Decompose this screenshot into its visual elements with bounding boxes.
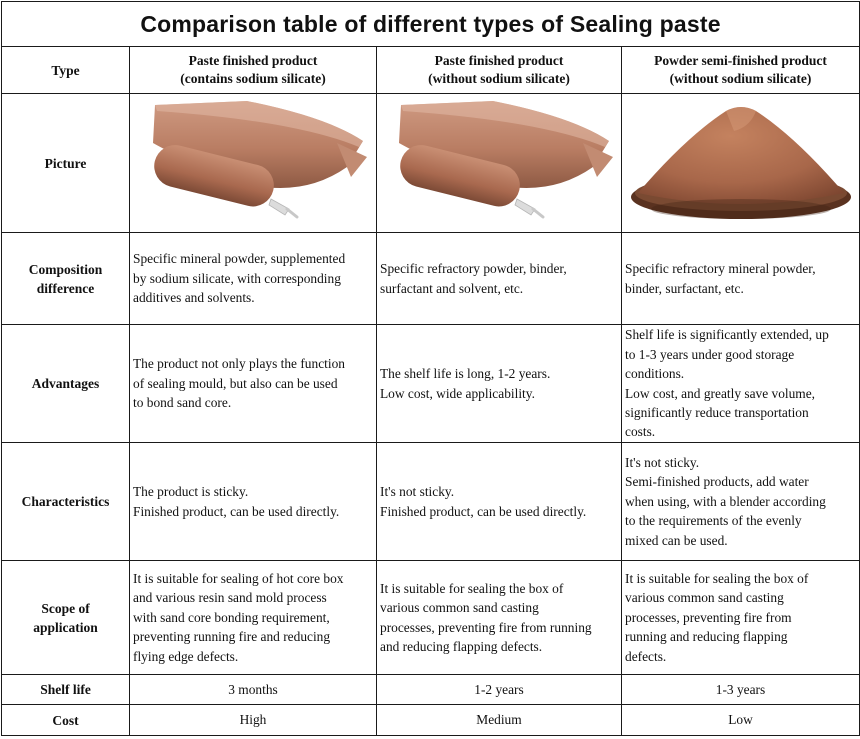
- cell-line: The shelf life is long, 1-2 years.: [380, 366, 551, 382]
- scope-cell-2: [377, 561, 622, 675]
- composition-cell-2: [377, 233, 622, 325]
- cell-line: processes, preventing fire from: [625, 609, 792, 625]
- cost-cell-2: Medium: [377, 705, 622, 736]
- cell-line: mixed can be used.: [625, 532, 728, 548]
- cell-line: Shelf life is significantly extended, up: [625, 327, 829, 343]
- cell-line: various common sand casting: [625, 590, 784, 606]
- characteristics-cell-3: [622, 443, 860, 561]
- characteristics-row: [2, 443, 860, 561]
- cell-line: various common sand casting: [380, 600, 539, 616]
- scope-row: [2, 561, 860, 675]
- cell-line: of sealing mould, but also can be used: [133, 375, 338, 391]
- cell-line: by sodium silicate, with corresponding: [133, 270, 341, 286]
- cell-line: defects.: [625, 648, 667, 664]
- composition-cell-1: [130, 233, 377, 325]
- column-header-line: (contains sodium silicate): [180, 71, 326, 86]
- row-label-advantages: Advantages: [2, 325, 130, 443]
- comparison-document: [1, 1, 859, 737]
- row-label-line: Composition: [28, 261, 103, 277]
- cell-line: It is suitable for sealing the box of: [625, 570, 809, 586]
- cell-line: and reducing flapping defects.: [380, 638, 543, 654]
- cost-row: [2, 705, 860, 736]
- paste-tube-icon: [383, 97, 615, 229]
- picture-cell-2: [377, 94, 622, 233]
- cell-line: to the requirements of the evenly: [625, 513, 802, 529]
- cell-line: Specific mineral powder, supplemented: [133, 251, 346, 267]
- cell-line: significantly reduce transportation: [625, 404, 809, 420]
- cell-line: Semi-finished products, add water: [625, 474, 809, 490]
- advantages-row: [2, 325, 860, 443]
- cost-cell-3: Low: [622, 705, 860, 736]
- advantages-cell-3: [622, 325, 860, 443]
- column-header-line: (without sodium silicate): [428, 71, 570, 86]
- shelf-life-cell-2: 1-2 years: [377, 675, 622, 705]
- cell-line: and various resin sand mold process: [133, 590, 327, 606]
- column-header-line: Paste finished product: [434, 53, 564, 68]
- column-header-line: Powder semi-finished product: [654, 53, 827, 68]
- paste-tube-icon: [137, 97, 369, 229]
- cell-line: running and reducing flapping: [625, 629, 788, 645]
- row-label-characteristics: Characteristics: [2, 443, 130, 561]
- type-row: [2, 47, 860, 94]
- cell-line: Specific refractory mineral powder,: [625, 261, 816, 277]
- comparison-table: [1, 1, 860, 736]
- row-label-scope: [2, 561, 130, 675]
- row-label-line: Scope of: [41, 600, 90, 616]
- cell-line: preventing running fire and reducing: [133, 629, 331, 645]
- row-label-type: Type: [2, 47, 130, 94]
- row-label-composition: [2, 233, 130, 325]
- cell-line: costs.: [625, 424, 656, 440]
- shelf-life-cell-1: 3 months: [130, 675, 377, 705]
- scope-cell-3: [622, 561, 860, 675]
- cell-line: Finished product, can be used directly.: [380, 503, 587, 519]
- row-label-picture: Picture: [2, 94, 130, 233]
- cell-line: binder, surfactant, etc.: [625, 280, 744, 296]
- column-header-line: (without sodium silicate): [669, 71, 812, 86]
- cell-line: The product is sticky.: [133, 484, 249, 500]
- shelf-life-row: [2, 675, 860, 705]
- cell-line: surfactant and solvent, etc.: [380, 280, 524, 296]
- cell-line: Finished product, can be used directly.: [133, 503, 340, 519]
- picture-cell-3: [622, 94, 860, 233]
- column-header-2: [377, 47, 622, 94]
- composition-row: [2, 233, 860, 325]
- cell-line: Specific refractory powder, binder,: [380, 261, 567, 277]
- picture-row: [2, 94, 860, 233]
- column-header-1: [130, 47, 377, 94]
- composition-cell-3: [622, 233, 860, 325]
- cell-line: The product not only plays the function: [133, 356, 345, 372]
- row-label-line: difference: [36, 280, 95, 296]
- advantages-cell-2: [377, 325, 622, 443]
- cell-line: processes, preventing fire from running: [380, 619, 592, 635]
- cell-line: Low cost, and greatly save volume,: [625, 385, 816, 401]
- column-header-3: [622, 47, 860, 94]
- cell-line: It is suitable for sealing of hot core box: [133, 570, 344, 586]
- picture-cell-1: [130, 94, 377, 233]
- powder-bowl-icon: [626, 97, 856, 229]
- row-label-cost: Cost: [2, 705, 130, 736]
- shelf-life-cell-3: 1-3 years: [622, 675, 860, 705]
- cell-line: with sand core bonding requirement,: [133, 609, 330, 625]
- cost-cell-1: High: [130, 705, 377, 736]
- cell-line: when using, with a blender according: [625, 493, 826, 509]
- row-label-line: application: [33, 619, 98, 635]
- characteristics-cell-2: [377, 443, 622, 561]
- cell-line: additives and solvents.: [133, 290, 255, 306]
- cell-line: to 1-3 years under good storage: [625, 346, 795, 362]
- cell-line: It is suitable for sealing the box of: [380, 580, 564, 596]
- cell-line: Low cost, wide applicability.: [380, 385, 535, 401]
- cell-line: to bond sand core.: [133, 395, 232, 411]
- scope-cell-1: [130, 561, 377, 675]
- column-header-line: Paste finished product: [188, 53, 318, 68]
- table-title: Comparison table of different types of Sealing paste: [2, 2, 860, 47]
- title-row: [2, 2, 860, 47]
- row-label-shelf-life: Shelf life: [2, 675, 130, 705]
- advantages-cell-1: [130, 325, 377, 443]
- cell-line: It's not sticky.: [625, 454, 700, 470]
- cell-line: flying edge defects.: [133, 648, 239, 664]
- cell-line: It's not sticky.: [380, 484, 455, 500]
- characteristics-cell-1: [130, 443, 377, 561]
- cell-line: conditions.: [625, 366, 685, 382]
